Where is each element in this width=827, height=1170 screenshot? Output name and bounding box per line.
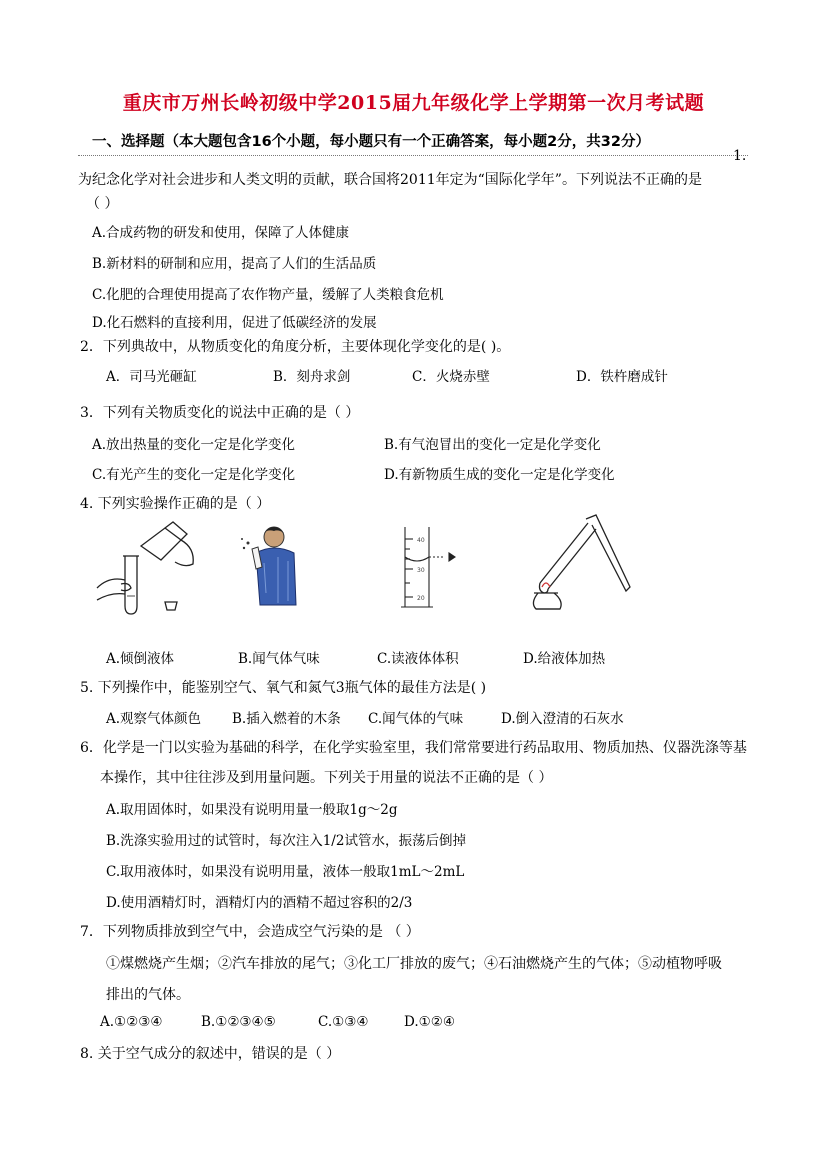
q4-option-a: A.倾倒液体 xyxy=(106,651,175,667)
q2-option-a: A．司马光砸缸 xyxy=(106,369,197,385)
q5-option-c: C.闻气体的气味 xyxy=(368,711,464,727)
q7-option-d: D.①②④ xyxy=(404,1014,455,1030)
q6-option-b: B.洗涤实验用过的试管时，每次注入1/2试管水，振荡后倒掉 xyxy=(106,833,466,849)
dotted-divider xyxy=(78,155,748,156)
q3-option-c: C.有光产生的变化一定是化学变化 xyxy=(92,467,296,483)
q3-option-d: D.有新物质生成的变化一定是化学变化 xyxy=(384,467,615,483)
q7-option-a: A.①②③④ xyxy=(100,1014,163,1030)
q6-option-d: D.使用酒精灯时，酒精灯内的酒精不超过容积的2/3 xyxy=(106,895,413,911)
q1-answer-paren: （ ） xyxy=(86,196,119,212)
heating-liquid-figure xyxy=(520,513,635,613)
q5-option-d: D.倒入澄清的石灰水 xyxy=(501,711,624,727)
q4-option-c: C.读液体体积 xyxy=(377,651,459,667)
q5-option-a: A.观察气体颜色 xyxy=(106,711,202,727)
q6-option-a: A.取用固体时，如果没有说明用量一般取1g～2g xyxy=(106,802,398,818)
q5-option-b: B.插入燃着的木条 xyxy=(232,711,341,727)
q4-stem: 4. 下列实验操作正确的是（ ） xyxy=(80,496,271,512)
cylinder-tick-40: 40 xyxy=(417,537,425,544)
q1-option-c: C.化肥的合理使用提高了农作物产量，缓解了人类粮食危机 xyxy=(92,287,444,303)
q1-option-a: A.合成药物的研发和使用，保障了人体健康 xyxy=(92,225,350,241)
graduated-cylinder-figure xyxy=(395,525,465,613)
q6-option-c: C.取用液体时，如果没有说明用量，液体一般取1mL～2mL xyxy=(106,864,465,880)
q4-option-d: D.给液体加热 xyxy=(523,651,606,667)
q7-list-line2: 排出的气体。 xyxy=(106,987,190,1003)
document-title: 重庆市万州长岭初级中学2015届九年级化学上学期第一次月考试题 xyxy=(122,92,705,114)
q1-number: 1. xyxy=(733,148,747,164)
q6-stem-line2: 本操作，其中往往涉及到用量问题。下列关于用量的说法不正确的是（ ） xyxy=(100,770,553,786)
q2-option-d: D．铁杵磨成针 xyxy=(576,369,668,385)
q3-option-b: B.有气泡冒出的变化一定是化学变化 xyxy=(384,437,601,453)
smelling-gas-figure xyxy=(238,523,318,608)
q5-stem: 5. 下列操作中，能鉴别空气、氧气和氮气3瓶气体的最佳方法是( ) xyxy=(80,680,487,696)
q7-option-c: C.①③④ xyxy=(318,1014,369,1030)
q7-stem: 7．下列物质排放到空气中，会造成空气污染的是 （ ） xyxy=(80,924,420,940)
q1-option-d: D.化石燃料的直接利用，促进了低碳经济的发展 xyxy=(92,315,377,331)
section-heading: 一、选择题（本大题包含16个小题，每小题只有一个正确答案，每小题2分，共32分） xyxy=(92,134,650,150)
q8-stem: 8. 关于空气成分的叙述中，错误的是（ ） xyxy=(80,1046,341,1062)
q2-option-c: C．火烧赤壁 xyxy=(412,369,490,385)
q4-option-b: B.闻气体气味 xyxy=(238,651,320,667)
pouring-liquid-figure xyxy=(95,518,205,618)
q2-option-b: B．刻舟求剑 xyxy=(273,369,351,385)
q1-option-b: B.新材料的研制和应用，提高了人们的生活品质 xyxy=(92,256,377,272)
q3-stem: 3．下列有关物质变化的说法中正确的是（ ） xyxy=(80,405,360,421)
q6-stem-line1: 6．化学是一门以实验为基础的科学，在化学实验室里，我们常常要进行药品取用、物质加热、仪器洗涤等基 xyxy=(80,740,747,756)
q2-stem: 2．下列典故中，从物质变化的角度分析，主要体现化学变化的是( )。 xyxy=(80,339,511,355)
cylinder-tick-20: 20 xyxy=(417,595,425,602)
q1-stem: 为纪念化学对社会进步和人类文明的贡献，联合国将2011年定为“国际化学年”。下列说法不正确的是 xyxy=(78,172,702,188)
cylinder-tick-30: 30 xyxy=(417,567,425,574)
q3-option-a: A.放出热量的变化一定是化学变化 xyxy=(92,437,296,453)
q7-list-line1: ①煤燃烧产生烟；②汽车排放的尾气；③化工厂排放的废气；④石油燃烧产生的气体；⑤动植物呼吸 xyxy=(106,956,722,972)
q7-option-b: B.①②③④⑤ xyxy=(201,1014,276,1030)
